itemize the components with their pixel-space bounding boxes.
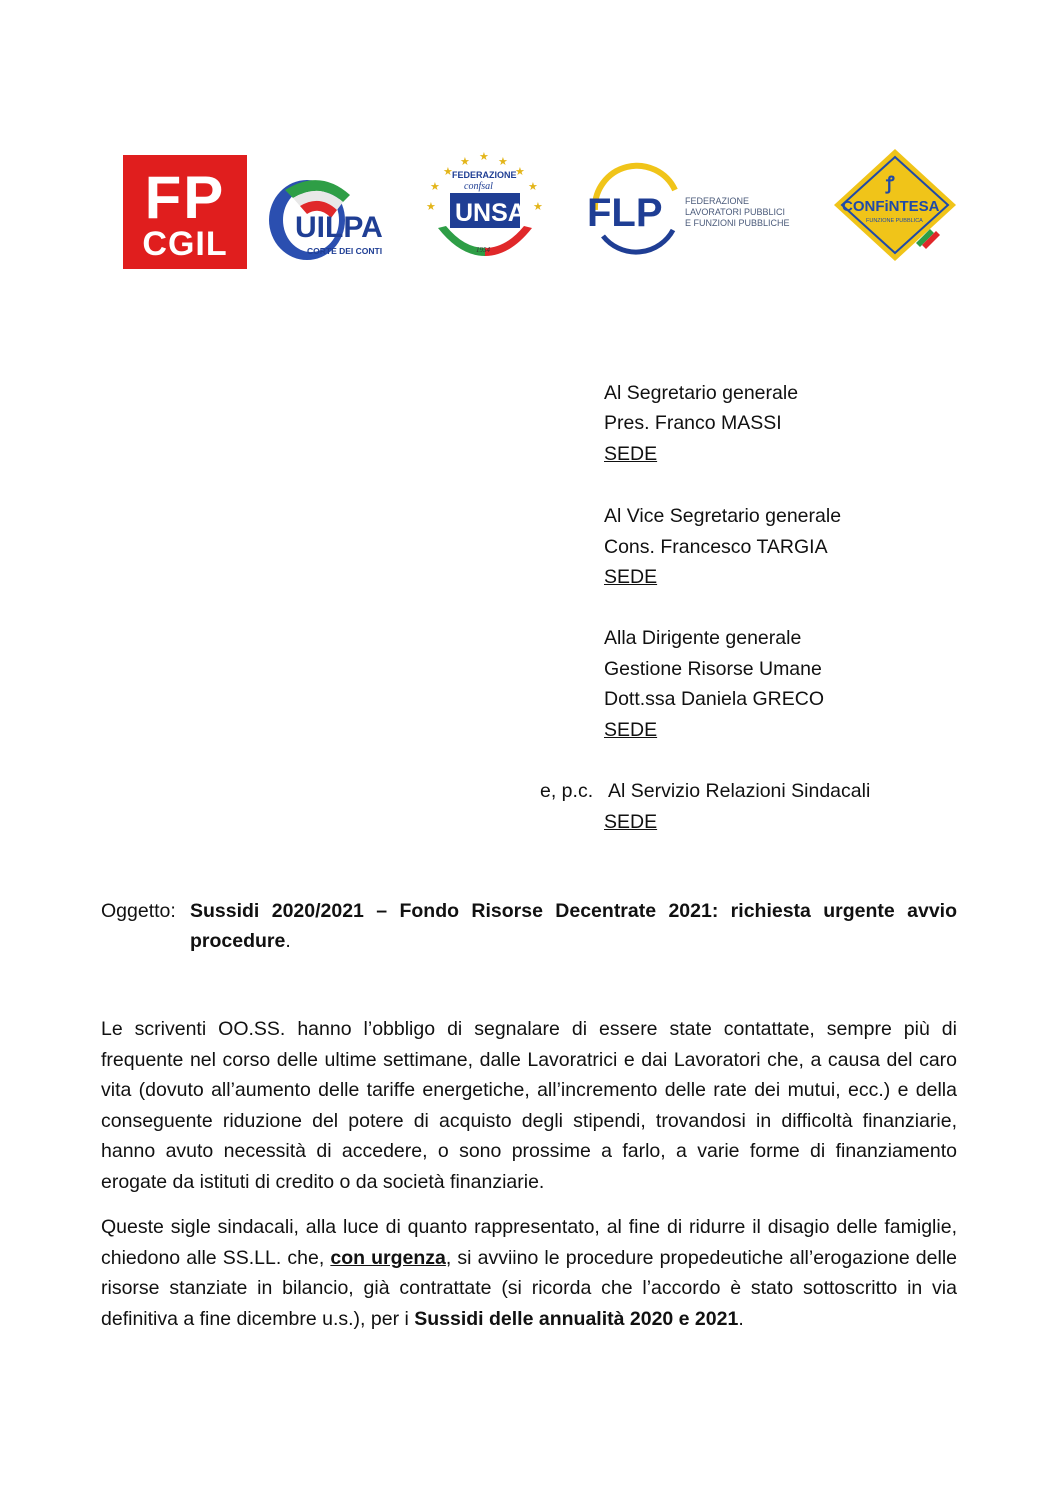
- recipient-3-place: SEDE: [604, 719, 658, 741]
- svg-text:★: ★: [479, 151, 489, 163]
- paragraph-2: [101, 1212, 957, 1334]
- fp-cgil-logo-line1: FP: [144, 164, 226, 231]
- recipient-1-line-1: Al Segretario generale: [604, 382, 799, 404]
- recipient-3-line-1: Alla Dirigente generale: [604, 627, 802, 649]
- paragraph-1: Le scriventi OO.SS. hanno l’obbligo di segnalare di essere state contattate, sempre più di frequente nel corso delle ultime settimane, dalle Lavoratrici e dai Lavoratori che, a causa del caro vita (dovuto all’aumento delle tariffe energetiche, all’incremento delle rate dei mutui, ecc.) e della conseguente riduzione del potere di acquisto degli stipendi, trovandosi in difficoltà finanziarie, hanno avuto necessità di accedere, o sono prossime a farlo, a varie forme di finanziamento erogate da istituti di credito o da società finanziarie.: [101, 1018, 957, 1193]
- recipient-1-place: SEDE: [604, 443, 658, 465]
- uilpa-logo-name: UILPA: [295, 211, 383, 244]
- flp-logo-line1: FEDERAZIONE: [685, 196, 750, 206]
- confintesa-logo: [830, 145, 960, 267]
- recipient-2-line-1: Al Vice Segretario generale: [604, 505, 842, 527]
- cc-prefix: e, p.c.: [540, 780, 594, 802]
- paragraph-2-part-2: , si avviino le procedure propedeutiche all’erogazione delle risorse stanziate in bilancio, già contrattate (si ricorda che l’accordo è stato sottoscritto in via definitiva a fine dicembre u.s.), per i: [101, 1246, 957, 1330]
- svg-text:★: ★: [498, 156, 508, 168]
- flp-logo: [585, 162, 810, 257]
- confintesa-logo-tagline: FUNZIONE PUBBLICA: [866, 218, 923, 224]
- svg-text:★: ★: [430, 181, 440, 193]
- recipient-3-line-3: Dott.ssa Daniela GRECO: [604, 688, 824, 710]
- recipient-4-place: SEDE: [604, 811, 658, 833]
- paragraph-2-bold-end: Sussidi delle annualità 2020 e 2021: [414, 1307, 739, 1330]
- unsa-logo-year: 1954: [476, 246, 490, 254]
- uilpa-logo-tagline: CORTE DEI CONTI: [307, 246, 383, 256]
- svg-text:★: ★: [443, 166, 453, 178]
- subject-line-2: [190, 926, 291, 956]
- flp-logo-name: FLP: [587, 191, 663, 235]
- person-icon: ꝭ: [886, 173, 895, 193]
- unsa-logo-mid: confsal: [464, 181, 493, 192]
- svg-text:★: ★: [528, 181, 538, 193]
- paragraph-2-emphasis: con urgenza: [330, 1246, 446, 1269]
- fp-cgil-logo: [123, 155, 247, 269]
- uilpa-logo: [265, 170, 400, 270]
- subject-line-2-bold: procedure: [190, 930, 286, 952]
- paragraph-2-end: .: [738, 1307, 744, 1330]
- recipient-4-line-1: Al Servizio Relazioni Sindacali: [608, 780, 871, 802]
- confintesa-logo-name: CONFiNTESA: [842, 198, 940, 215]
- svg-text:★: ★: [460, 156, 470, 168]
- unsa-logo-top: FEDERAZIONE: [452, 170, 517, 180]
- svg-text:★: ★: [515, 166, 525, 178]
- fp-cgil-logo-line2: CGIL: [142, 225, 228, 263]
- paragraph-2-part-1: Queste sigle sindacali, alla luce di quanto rappresentato, al fine di ridurre il disagio delle famiglie, chiedono alle SS.LL. che,: [101, 1216, 957, 1269]
- unsa-logo-name: UNSA: [455, 199, 526, 227]
- flp-logo-line2: LAVORATORI PUBBLICI: [685, 207, 786, 217]
- subject-line-2-end: .: [285, 930, 291, 952]
- recipient-2-line-2: Cons. Francesco TARGIA: [604, 536, 828, 558]
- unsa-logo: [420, 148, 550, 268]
- recipient-3-line-2: Gestione Risorse Umane: [604, 658, 822, 680]
- subject-line-1: Sussidi 2020/2021 – Fondo Risorse Decentrate 2021: richiesta urgente avvio: [190, 900, 957, 922]
- svg-text:★: ★: [533, 201, 543, 213]
- recipient-2-place: SEDE: [604, 566, 658, 588]
- recipient-1-line-2: Pres. Franco MASSI: [604, 412, 782, 434]
- svg-text:★: ★: [426, 201, 436, 213]
- flp-logo-line3: E FUNZIONI PUBBLICHE: [685, 218, 790, 228]
- subject-label: Oggetto:: [101, 900, 176, 922]
